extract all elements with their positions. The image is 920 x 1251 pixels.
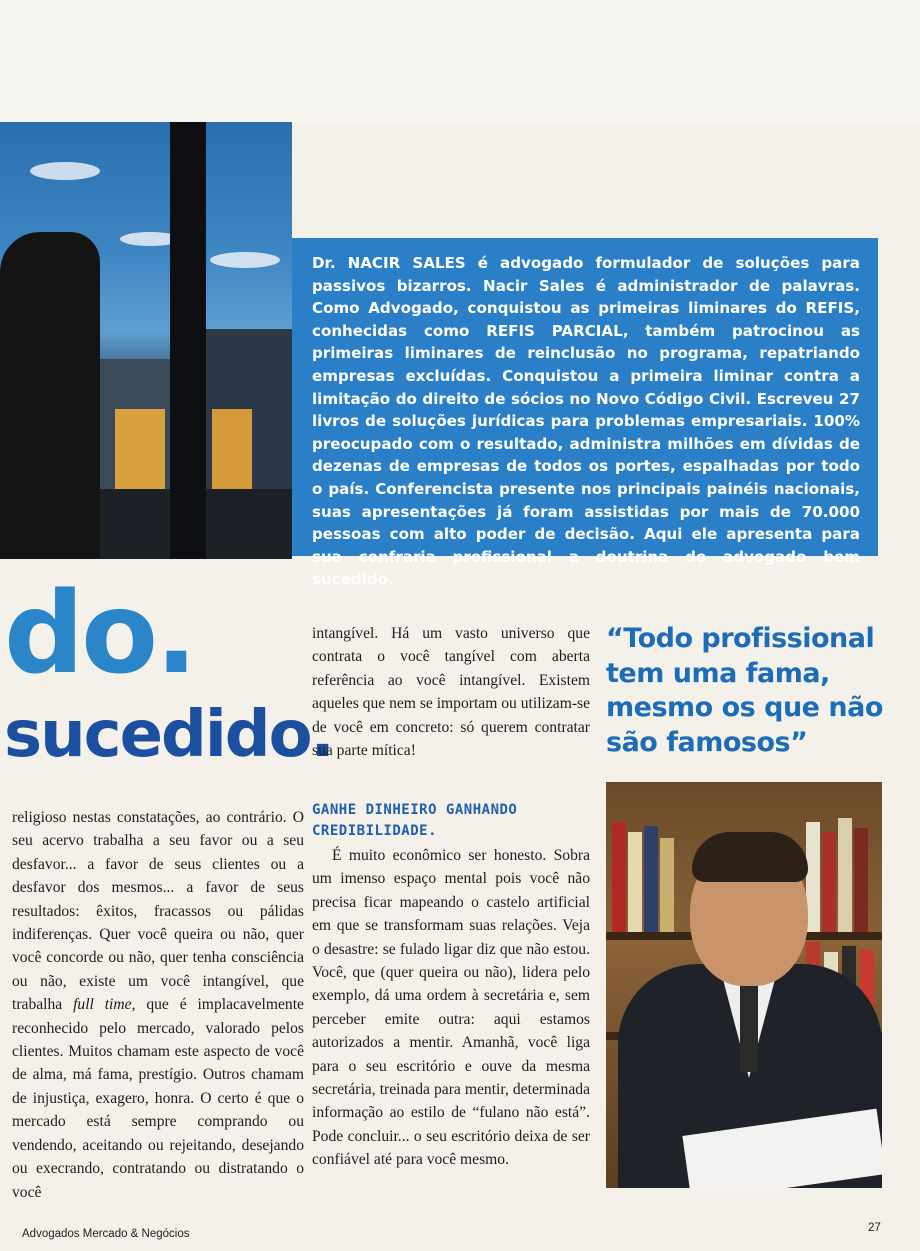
headline-line-1: do. xyxy=(4,569,195,699)
person-silhouette xyxy=(0,232,100,559)
left-column-text-2: , que é implacavelmente reconhecido pelo mercado, valorado pelos clientes. Muitos chamam este aspecto de você de alma, má fama, prestígio. Outros chamam de injustiça, exagero, honra. O certo é que o mercado está sempre comprando ou vendendo, aceitando ou rejeitando, desejando ou execrando, contratando ou distratando o você xyxy=(12,996,304,1201)
headline-line-2: sucedido. xyxy=(4,698,333,772)
article-column-middle-top xyxy=(312,622,590,762)
left-column-text-1: religioso nestas constatações, ao contrário. O seu acervo trabalha a seu favor ou a seu desfavor... a favor de seus clientes ou a desfavor dos mesmos... a favor de seus resultados: êxitos, fracassos ou pálidas indiferenças. Quer você queira ou não, quer você concorde ou não, quer tenha consciência ou não, existe um você intangível, que trabalha xyxy=(12,809,304,1014)
article-column-middle-bottom xyxy=(312,844,590,1172)
author-portrait-photo xyxy=(606,782,882,1188)
footer-publication: Advogados Mercado & Negócios xyxy=(22,1228,190,1240)
author-bio-box xyxy=(292,238,878,589)
page-number: 27 xyxy=(868,1222,881,1234)
section-subheading: GANHE DINHEIRO GANHANDO CREDIBILIDADE. xyxy=(312,802,518,839)
left-column-italic: full time xyxy=(73,996,132,1014)
middle-column-paragraph-1: intangível. Há um vasto universo que contrata o você tangível com aberta referência ao você intangível. Existem aqueles que nem se importam ou utilizam-se de você em concreto: só querem contratar sua parte mítica! xyxy=(312,625,591,760)
city-window-photo xyxy=(0,122,292,559)
top-margin xyxy=(0,0,920,122)
author-bio-text: Dr. NACIR SALES é advogado formulador de soluções para passivos bizarros. Nacir Sales é administrador de palavras. Como Advogado, conquistou as primeiras liminares do REFIS, conhecidas como REFIS PARCIAL, também patrocinou as primeiras liminares de reinclusão no programa, repatriando empresas excluídas. Conquistou a primeira liminar contra a limitação do direito de sócios no Novo Código Civil. Escreveu 27 livros de soluções jurídicas para problemas empresariais. 100% preocupado com o resultado, administra milhões em dívidas de dezenas de empresas de todos os portes, espalhadas por todo o país. Conferencista presente nos principais painéis nacionais, suas apresentações já foram assistidas por mais de 70.000 pessoas com alto poder de decisão. Aqui ele apresenta para sua confraria profissional a doutrina do advogado bem sucedido. xyxy=(312,254,860,589)
window-frame xyxy=(170,122,206,559)
article-column-left xyxy=(12,806,304,1204)
middle-column-paragraph-2: É muito econômico ser honesto. Sobra um imenso espaço mental pois você não precisa ficar mapeando o castelo artificial em que se transformam suas relações. Veja o desastre: se fulado ligar diz que não estou. Você, que (quer queira ou não), lidera pelo exemplo, dá uma ordem à secretária e, sem perceber emite outra: aqui estamos autorizados a mentir. Amanhã, você liga para o seu escritório e ouve da mesma secretária, treinada para mentir, determinada informação ao estilo de “fulano não está”. Pode concluir... o seu escritório deixa de ser confiável até para você mesmo. xyxy=(312,847,590,1169)
pull-quote: “Todo profissional tem uma fama, mesmo os que não são famosos” xyxy=(606,623,883,758)
